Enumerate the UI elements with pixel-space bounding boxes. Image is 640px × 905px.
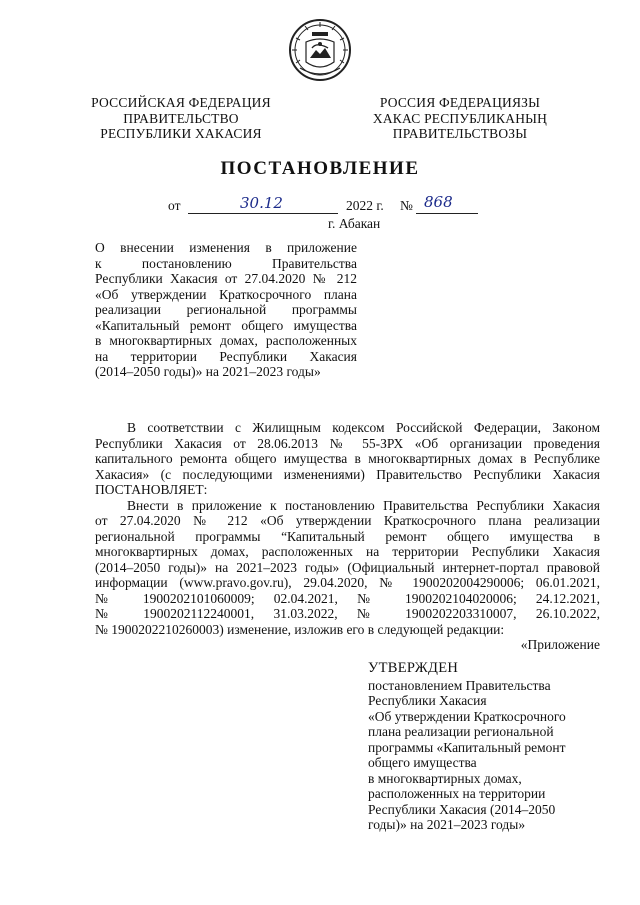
approval-line: расположенных на территории <box>368 786 546 801</box>
subject-line: на территории Республики Хакасия <box>95 348 357 364</box>
document-body <box>95 420 600 653</box>
date-underline <box>188 213 338 214</box>
body-line: ПОСТАНОВЛЯЕТ: <box>95 482 208 497</box>
header-left-line: РОССИЙСКАЯ ФЕДЕРАЦИЯ <box>91 95 271 110</box>
appendix-label: «Приложение <box>520 637 600 652</box>
subject-line: Республики Хакасия от 27.04.2020 № 212 <box>95 271 357 286</box>
body-line: Внести в приложение к постановлению Правительства Республики Хакасия <box>127 497 600 513</box>
subject-line: «Об утверждении Краткосрочного плана <box>95 286 357 302</box>
approval-line: в многоквартирных домах, <box>368 770 522 786</box>
body-line: информации (www.pravo.gov.ru), 29.04.2020, № 1900202004290006; 06.01.2021, <box>95 575 600 590</box>
date-number-line <box>168 193 488 218</box>
header-right-line: РОССИЯ ФЕДЕРАЦИЯЗЫ <box>379 95 541 110</box>
header-right-line: ХАКАС РЕСПУБЛИКАНЫҢ <box>372 110 548 126</box>
date-from-label: от <box>168 198 181 213</box>
body-line: многоквартирных домах, расположенных на территории Республики Хакасия <box>95 544 600 559</box>
body-line: Республики Хакасия от 28.06.2013 № 55-ЗРХ «Об организации проведения <box>95 435 600 451</box>
body-line: № 1900202101060009; 02.04.2021, № 1900202104020006; 24.12.2021, <box>95 590 600 606</box>
document-title: ПОСТАНОВЛЕНИЕ <box>220 158 420 179</box>
header-left-block <box>86 95 276 142</box>
subject-line: к постановлению Правительства <box>95 255 357 271</box>
approval-line: годы)» на 2021–2023 годы» <box>368 817 526 832</box>
body-line: (2014–2050 годы)» на 2021–2023 годы» (Официальный интернет-портал правовой <box>95 559 600 575</box>
approval-line: общего имущества <box>368 755 477 770</box>
header-left-line: РЕСПУБЛИКИ ХАКАСИЯ <box>100 126 262 141</box>
body-line: Хакасия» (с последующими изменениями) Правительство Республики Хакасия <box>95 466 600 482</box>
body-line: от 27.04.2020 № 212 «Об утверждении Краткосрочного плана реализации <box>95 513 600 528</box>
subject-line: реализации региональной программы <box>95 302 357 317</box>
approval-line: Республики Хакасия (2014–2050 <box>368 801 556 817</box>
approval-heading: УТВЕРЖДЕН <box>368 660 459 676</box>
handwritten-number: 868 <box>424 193 453 211</box>
body-line: региональной программы “Капитальный ремонт общего имущества в <box>95 528 600 544</box>
approval-line: Республики Хакасия <box>368 693 487 708</box>
subject-line: (2014–2050 годы)» на 2021–2023 годы» <box>95 364 321 379</box>
approval-line: «Об утверждении Краткосрочного <box>368 708 566 724</box>
approval-line: постановлением Правительства <box>368 677 551 693</box>
coat-of-arms-emblem <box>288 18 352 82</box>
body-line: № 1900202210260003) изменение, изложив его в следующей редакции: <box>95 621 505 637</box>
number-label: № <box>400 198 413 213</box>
subject-line: О внесении изменения в приложение <box>95 240 357 255</box>
year-label: 2022 г. <box>346 198 384 213</box>
header-left-line: ПРАВИТЕЛЬСТВО <box>123 110 239 126</box>
approval-line: программы «Капитальный ремонт <box>368 739 566 755</box>
header-right-line: ПРАВИТЕЛЬСТВОЗЫ <box>392 126 528 141</box>
body-line: В соответствии с Жилищным кодексом Российской Федерации, Законом <box>127 420 600 435</box>
body-line: № 1900202112240001, 31.03.2022, № 1900202203310007, 26.10.2022, <box>95 606 600 621</box>
number-underline <box>416 213 478 214</box>
city-label: г. Абакан <box>328 216 381 231</box>
subject-line: в многоквартирных домах, расположенных <box>95 333 357 348</box>
approval-line: плана реализации региональной <box>368 724 554 739</box>
approval-block <box>368 661 588 833</box>
subject-line: «Капитальный ремонт общего имущества <box>95 317 357 333</box>
body-line: капитального ремонта общего имущества в многоквартирных домах в Республике <box>95 451 600 466</box>
document-subject <box>95 240 357 380</box>
header-right-block <box>365 95 555 142</box>
handwritten-date: 30.12 <box>240 194 283 212</box>
